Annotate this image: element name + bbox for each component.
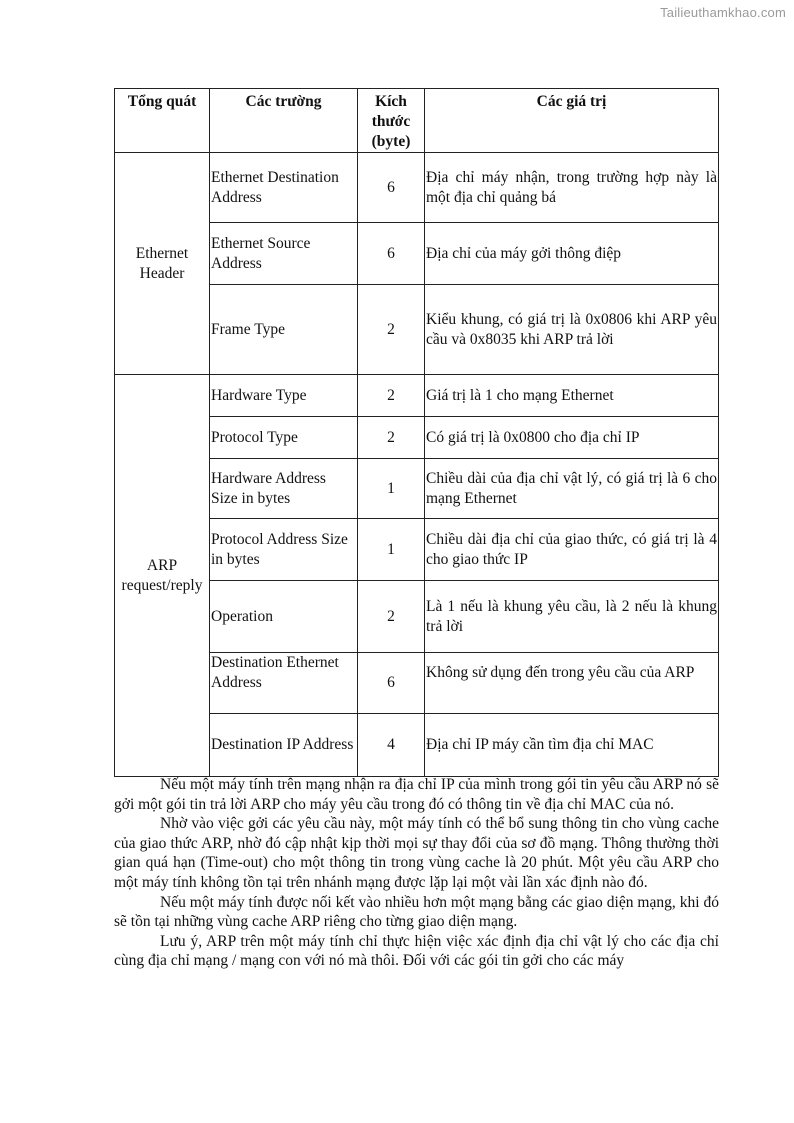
watermark: Tailieuthamkhao.com	[660, 5, 786, 20]
value-cell: Chiều dài của địa chỉ vật lý, có giá trị là 6 cho mạng Ethernet	[425, 459, 719, 519]
group-ethernet-header: Ethernet Header	[115, 153, 210, 375]
arp-frame-table	[114, 88, 719, 777]
size-cell: 6	[358, 153, 425, 223]
table-row	[115, 153, 719, 223]
paragraph: Lưu ý, ARP trên một máy tính chỉ thực hiện việc xác định địa chỉ vật lý cho các địa chỉ cùng địa chỉ mạng / mạng con với nó mà thôi. Đối với các gói tin gởi cho các máy	[114, 932, 719, 970]
table-header-row	[115, 89, 719, 153]
group-arp-request-reply: ARP request/reply	[115, 375, 210, 777]
size-cell: 2	[358, 285, 425, 375]
body-text	[114, 775, 719, 971]
paragraph: Nếu một máy tính được nối kết vào nhiều hơn một mạng bằng các giao diện mạng, khi đó sẽ tồn tại những vùng cache ARP riêng cho từng giao diện mạng.	[114, 893, 719, 931]
value-cell: Là 1 nếu là khung yêu cầu, là 2 nếu là khung trả lời	[425, 581, 719, 653]
header-size: Kích thước (byte)	[358, 89, 425, 153]
field-cell: Hardware Address Size in bytes	[210, 459, 358, 519]
field-cell: Operation	[210, 581, 358, 653]
value-cell: Địa chỉ của máy gởi thông điệp	[425, 223, 719, 285]
value-cell: Địa chỉ IP máy cần tìm địa chỉ MAC	[425, 714, 719, 777]
field-cell: Hardware Type	[210, 375, 358, 417]
size-cell: 2	[358, 417, 425, 459]
paragraph: Nếu một máy tính trên mạng nhận ra địa chỉ IP của mình trong gói tin yêu cầu ARP nó sẽ gởi một gói tin trả lời ARP cho máy yêu cầu trong đó có thông tin về địa chỉ MAC của nó.	[114, 776, 719, 813]
value-cell: Kiểu khung, có giá trị là 0x0806 khi ARP yêu cầu và 0x8035 khi ARP trả lời	[425, 285, 719, 375]
header-general: Tổng quát	[115, 89, 210, 153]
field-cell: Ethernet Source Address	[210, 223, 358, 285]
size-cell: 6	[358, 653, 425, 714]
header-fields: Các trường	[210, 89, 358, 153]
field-cell: Ethernet Destination Address	[210, 153, 358, 223]
table-row	[115, 375, 719, 417]
size-cell: 2	[358, 375, 425, 417]
size-cell: 6	[358, 223, 425, 285]
value-cell: Giá trị là 1 cho mạng Ethernet	[425, 375, 719, 417]
paragraph: Nhờ vào việc gởi các yêu cầu này, một máy tính có thể bổ sung thông tin cho vùng cache của giao thức ARP, nhờ đó cập nhật kịp thời mọi sự thay đổi của sơ đồ mạng. Thông thường thời gian quá hạn (Time-out) cho một thông tin trong vùng cache là 20 phút. Một yêu cầu ARP cho một máy tính không tồn tại trên nhánh mạng được lặp lại một vài lần xác định nào đó.	[114, 815, 719, 891]
size-cell: 4	[358, 714, 425, 777]
field-cell: Protocol Type	[210, 417, 358, 459]
field-cell: Frame Type	[210, 285, 358, 375]
field-cell: Destination IP Address	[210, 714, 358, 777]
value-cell: Không sử dụng đến trong yêu cầu của ARP	[425, 653, 719, 714]
header-values: Các giá trị	[425, 89, 719, 153]
size-cell: 2	[358, 581, 425, 653]
value-cell: Chiều dài địa chỉ của giao thức, có giá trị là 4 cho giao thức IP	[425, 519, 719, 581]
value-cell: Có giá trị là 0x0800 cho địa chỉ IP	[425, 417, 719, 459]
field-cell: Protocol Address Size in bytes	[210, 519, 358, 581]
size-cell: 1	[358, 459, 425, 519]
value-cell: Địa chỉ máy nhận, trong trường hợp này là một địa chỉ quảng bá	[425, 153, 719, 223]
size-cell: 1	[358, 519, 425, 581]
field-cell: Destination Ethernet Address	[210, 653, 358, 714]
